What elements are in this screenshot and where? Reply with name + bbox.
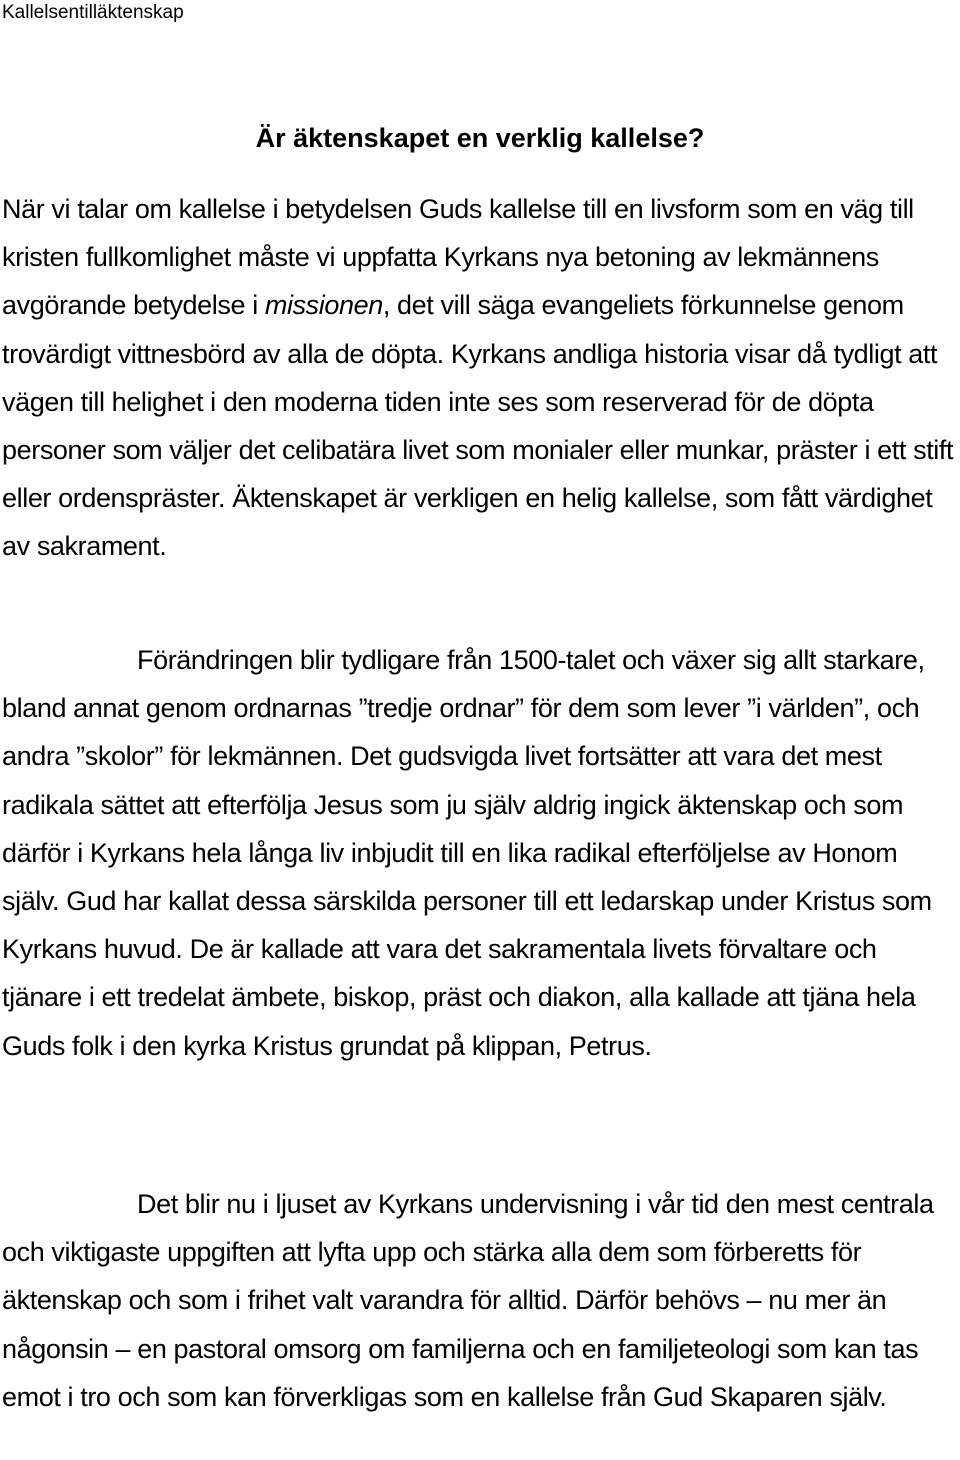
paragraph-1: [2, 185, 958, 571]
paragraph-1-emphasis: missionen: [264, 290, 383, 321]
paragraph-1-text-start: När vi talar om kallelse i betydelsen Guds kallelse till en livsform som en väg till kristen fullkomlighet måste vi uppfatta Kyrkans nya betoning av lekmännens avgörande betydelse i: [2, 194, 914, 321]
document-title: Är äktenskapet en verklig kallelse?: [255, 123, 705, 153]
paragraph-1-text-end: , det vill säga evangeliets förkunnelse genom trovärdigt vittnesbörd av alla de döpta. Kyrkans andliga historia visar då tydligt att vägen till helighet i den moderna tiden inte ses som reserverad för de döpta personer som väljer det celibatära livet som monialer eller munkar, präster i ett stift eller ordenspräster. Äktenskapet är verkligen en helig kallelse, som fått värdighet av sakrament.: [2, 290, 954, 562]
document-header: Kallelsentilläktenskap: [2, 2, 184, 23]
paragraph-3: Det blir nu i ljuset av Kyrkans undervisning i vår tid den mest centrala och viktigaste uppgiften att lyfta upp och stärka alla dem som förberetts för äktenskap och som i frihet valt varandra för alltid. Därför behövs – nu mer än någonsin – en pastoral omsorg om familjerna och en familjeteologi som kan tas emot i tro och som kan förverkligas som en kallelse från Gud Skaparen själv.: [2, 1189, 934, 1412]
paragraph-2: Förändringen blir tydligare från 1500-talet och växer sig allt starkare, bland annat genom ordnarnas ”tredje ordnar” för dem som lever ”i världen”, och andra ”skolor” för lekmännen. Det gudsvigda livet fortsätter att vara det mest radikala sättet att efterfölja Jesus som ju själv aldrig ingick äktenskap och som därför i Kyrkans hela långa liv inbjudit till en lika radikal efterföljelse av Honom själv. Gud har kallat dessa särskilda personer till ett ledarskap under Kristus som Kyrkans huvud. De är kallade att vara det sakramentala livets förvaltare och tjänare i ett tredelat ämbete, biskop, präst och diakon, alla kallade att tjäna hela Guds folk i den kyrka Kristus grundat på klippan, Petrus.: [2, 645, 932, 1061]
